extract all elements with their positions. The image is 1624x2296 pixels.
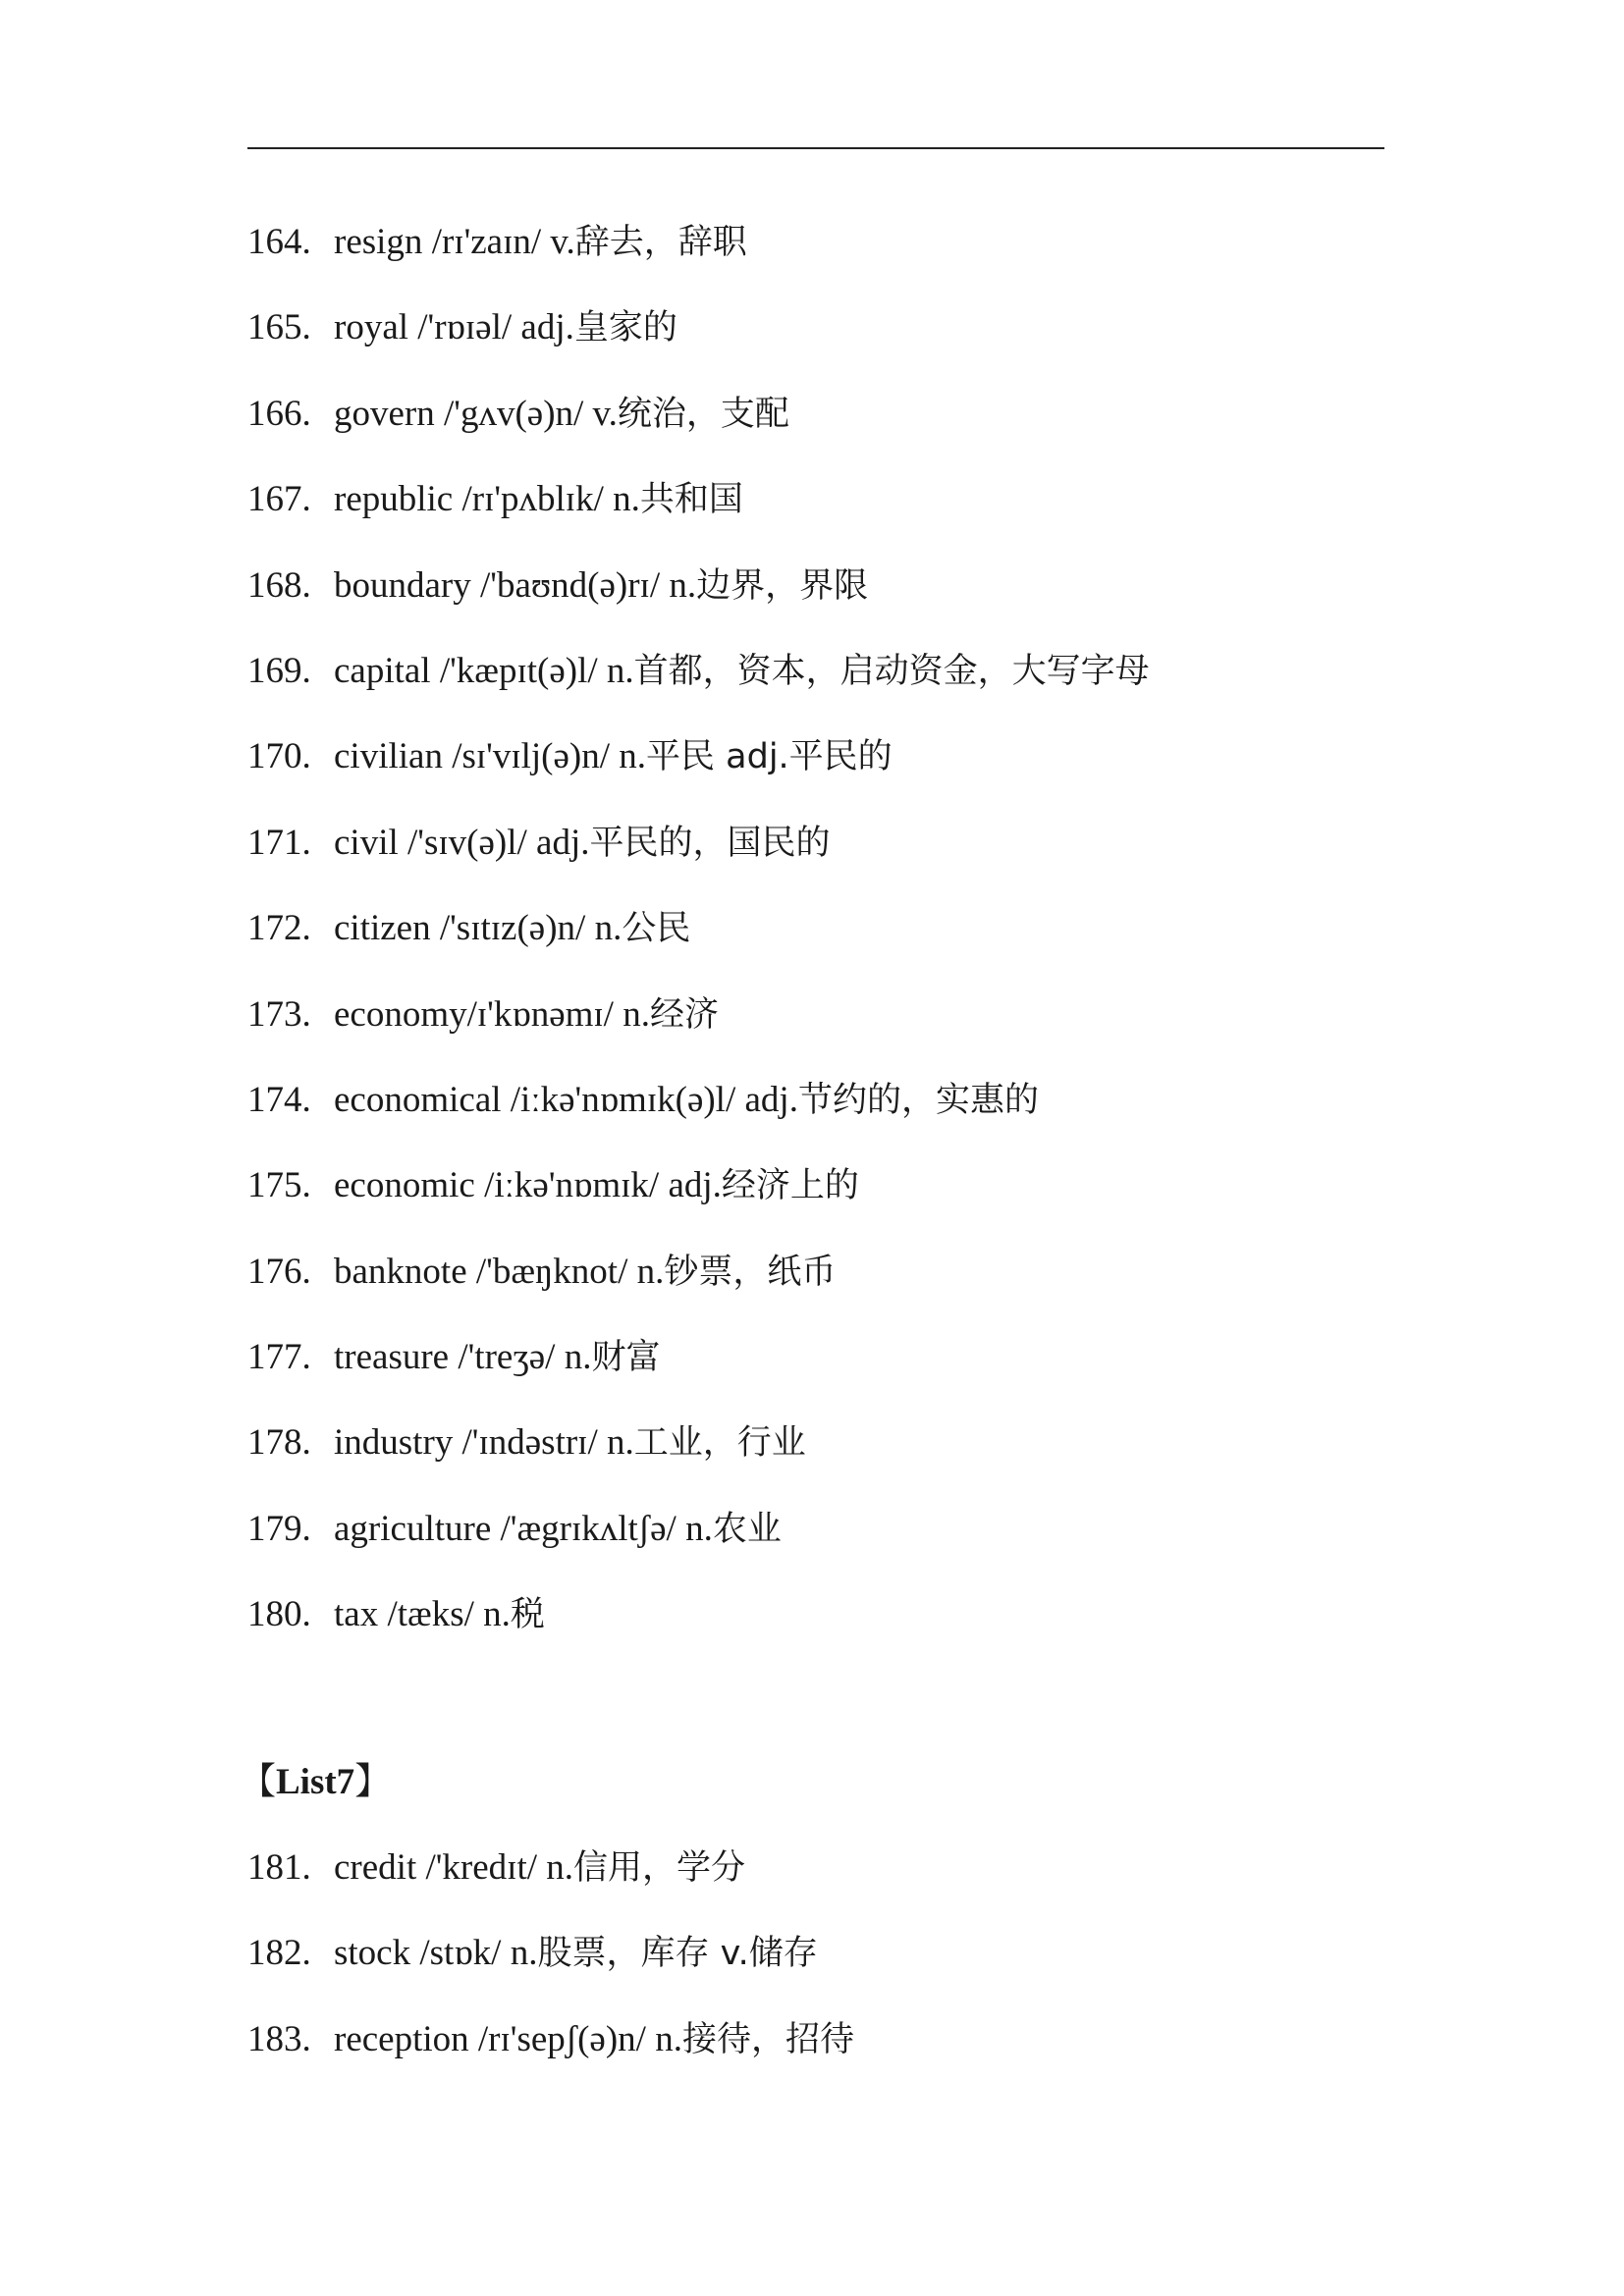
entry-phonetic: /'kredɪt/ bbox=[425, 1847, 538, 1888]
entry-part-of-speech: n. bbox=[564, 1337, 592, 1378]
entry-word: citizen bbox=[334, 908, 431, 949]
vocab-entry bbox=[247, 728, 1426, 814]
entry-word: stock bbox=[334, 1933, 411, 1974]
entry-word: govern bbox=[334, 393, 435, 434]
entry-number: 171. bbox=[247, 822, 311, 863]
entry-phonetic: /iːkə'nɒmɪk/ bbox=[484, 1165, 660, 1206]
entry-phonetic: /ɪ'kɒnəmɪ/ bbox=[466, 993, 614, 1035]
vocab-entry bbox=[247, 900, 1426, 986]
vocab-list-part1 bbox=[247, 214, 1426, 1673]
entry-word: resign bbox=[334, 222, 423, 262]
entry-meaning: 皇家的 bbox=[573, 308, 677, 348]
entry-part-of-speech: adj. bbox=[668, 1165, 722, 1206]
entry-word: civil bbox=[334, 822, 399, 863]
entry-number: 174. bbox=[247, 1079, 311, 1120]
entry-meaning: 信用，学分 bbox=[573, 1848, 746, 1888]
vocab-list-part2 bbox=[247, 1840, 1426, 2097]
vocab-entry bbox=[247, 987, 1426, 1072]
entry-word: capital bbox=[334, 650, 431, 691]
entry-part-of-speech: n. bbox=[546, 1847, 574, 1888]
entry-meaning: 工业，行业 bbox=[633, 1423, 806, 1464]
entry-number: 173. bbox=[247, 993, 311, 1035]
entry-meaning: 财富 bbox=[591, 1338, 661, 1378]
list-heading-title: List7 bbox=[276, 1762, 355, 1802]
vocab-entry bbox=[247, 1840, 1426, 1925]
entry-part-of-speech: n. bbox=[636, 1251, 665, 1292]
vocab-entry bbox=[247, 299, 1426, 385]
entry-phonetic: /tæks/ bbox=[387, 1594, 474, 1635]
entry-number: 169. bbox=[247, 650, 311, 691]
entry-part-of-speech: n. bbox=[685, 1508, 713, 1549]
entry-word: economical bbox=[334, 1079, 502, 1120]
entry-number: 172. bbox=[247, 908, 311, 949]
entry-part-of-speech: n. bbox=[510, 1933, 538, 1974]
vocab-entry bbox=[247, 1415, 1426, 1500]
entry-phonetic: /'bæŋknot/ bbox=[475, 1251, 628, 1292]
entry-phonetic: /rɪ'pʌblɪk/ bbox=[461, 479, 604, 520]
vocab-entry bbox=[247, 1925, 1426, 2010]
entry-word: banknote bbox=[334, 1251, 467, 1292]
entry-number: 166. bbox=[247, 393, 311, 434]
vocab-entry bbox=[247, 1244, 1426, 1329]
entry-part-of-speech: adj. bbox=[536, 822, 590, 863]
entry-number: 164. bbox=[247, 222, 311, 262]
entry-part-of-speech: n. bbox=[483, 1594, 511, 1635]
entry-phonetic: /'rɒɪəl/ bbox=[417, 307, 513, 348]
entry-meaning: 经济 bbox=[649, 994, 719, 1035]
entry-phonetic: /sɪ'vɪlj(ə)n/ bbox=[452, 736, 611, 777]
entry-meaning: 边界，界限 bbox=[696, 565, 869, 606]
entry-part-of-speech: n. bbox=[669, 564, 697, 606]
entry-phonetic: /'kæpɪt(ə)l/ bbox=[439, 650, 598, 691]
entry-phonetic: /'ɪndəstrɪ/ bbox=[461, 1422, 598, 1464]
entry-word: republic bbox=[334, 479, 454, 520]
entry-part-of-speech: n. bbox=[607, 1422, 634, 1464]
vocab-entry bbox=[247, 1329, 1426, 1415]
header-rule bbox=[247, 147, 1384, 149]
entry-word: economy bbox=[334, 993, 467, 1035]
entry-number: 178. bbox=[247, 1422, 311, 1464]
entry-meaning: 平民的，国民的 bbox=[589, 823, 831, 863]
vocab-entry bbox=[247, 214, 1426, 299]
entry-meaning: 共和国 bbox=[639, 480, 743, 520]
entry-meaning: 统治，支配 bbox=[617, 394, 789, 434]
entry-word: economic bbox=[334, 1165, 475, 1206]
entry-meaning: 税 bbox=[510, 1595, 545, 1635]
entry-phonetic: /rɪ'sepʃ(ə)n/ bbox=[477, 2018, 646, 2059]
entry-part-of-speech: adj. bbox=[520, 307, 574, 348]
entry-word: civilian bbox=[334, 736, 443, 777]
vocab-entry bbox=[247, 1586, 1426, 1672]
entry-word: tax bbox=[334, 1594, 379, 1635]
vocab-entry bbox=[247, 1501, 1426, 1586]
entry-meaning: 首都，资本，启动资金，大写字母 bbox=[633, 651, 1150, 691]
entry-part-of-speech: v. bbox=[592, 393, 618, 434]
entry-meaning: 农业 bbox=[712, 1509, 782, 1549]
entry-word: agriculture bbox=[334, 1508, 492, 1549]
entry-phonetic: /'ægrɪkʌltʃə/ bbox=[500, 1508, 677, 1549]
vocab-entry bbox=[247, 471, 1426, 557]
entry-meaning: 接待，招待 bbox=[681, 2019, 854, 2059]
vocab-entry bbox=[247, 2011, 1426, 2097]
entry-phonetic: /'baʊnd(ə)rɪ/ bbox=[480, 564, 661, 606]
entry-meaning: 辞去，辞职 bbox=[574, 223, 747, 262]
entry-word: industry bbox=[334, 1422, 454, 1464]
entry-phonetic: /stɒk/ bbox=[419, 1933, 502, 1974]
entry-phonetic: /'treʒə/ bbox=[458, 1337, 556, 1378]
entry-part-of-speech: n. bbox=[594, 908, 623, 949]
list-heading-open-bracket: 【 bbox=[240, 1760, 276, 1802]
entry-part-of-speech: n. bbox=[623, 993, 650, 1035]
entry-number: 170. bbox=[247, 736, 311, 777]
entry-meaning: 平民 adj.平民的 bbox=[646, 737, 893, 777]
entry-word: royal bbox=[334, 307, 409, 348]
entry-phonetic: /rɪ'zaɪn/ bbox=[431, 222, 542, 262]
entry-number: 177. bbox=[247, 1337, 311, 1378]
entry-meaning: 股票，库存 v.储存 bbox=[537, 1934, 818, 1974]
vocab-entry bbox=[247, 815, 1426, 900]
vocab-entry bbox=[247, 558, 1426, 643]
entry-word: reception bbox=[334, 2018, 469, 2059]
entry-word: treasure bbox=[334, 1337, 450, 1378]
entry-meaning: 经济上的 bbox=[721, 1166, 859, 1206]
entry-part-of-speech: adj. bbox=[744, 1079, 798, 1120]
entry-number: 179. bbox=[247, 1508, 311, 1549]
entry-meaning: 节约的，实惠的 bbox=[797, 1080, 1039, 1120]
entry-number: 183. bbox=[247, 2018, 311, 2059]
vocab-entry bbox=[247, 1157, 1426, 1243]
entry-number: 165. bbox=[247, 307, 311, 348]
entry-part-of-speech: n. bbox=[613, 479, 640, 520]
vocab-entry bbox=[247, 643, 1426, 728]
entry-word: boundary bbox=[334, 564, 471, 606]
entry-part-of-speech: n. bbox=[606, 650, 634, 691]
entry-number: 175. bbox=[247, 1165, 311, 1206]
entry-meaning: 公民 bbox=[622, 909, 691, 949]
entry-phonetic: /iːkə'nɒmɪk(ə)l/ bbox=[510, 1079, 736, 1120]
entry-word: credit bbox=[334, 1847, 417, 1888]
entry-part-of-speech: n. bbox=[619, 736, 647, 777]
entry-phonetic: /'gʌv(ə)n/ bbox=[444, 393, 584, 434]
vocab-entry bbox=[247, 386, 1426, 471]
entry-meaning: 钞票，纸币 bbox=[664, 1252, 837, 1292]
entry-phonetic: /'sɪv(ə)l/ bbox=[407, 822, 527, 863]
entry-number: 182. bbox=[247, 1933, 311, 1974]
entry-phonetic: /'sɪtɪz(ə)n/ bbox=[439, 908, 586, 949]
entry-number: 167. bbox=[247, 479, 311, 520]
list-heading bbox=[240, 1753, 391, 1811]
entry-number: 168. bbox=[247, 564, 311, 606]
vocab-entry bbox=[247, 1072, 1426, 1157]
list-heading-close-bracket: 】 bbox=[354, 1760, 392, 1802]
entry-number: 176. bbox=[247, 1251, 311, 1292]
entry-number: 180. bbox=[247, 1594, 311, 1635]
entry-part-of-speech: n. bbox=[655, 2018, 682, 2059]
entry-part-of-speech: v. bbox=[550, 222, 575, 262]
entry-number: 181. bbox=[247, 1847, 311, 1888]
